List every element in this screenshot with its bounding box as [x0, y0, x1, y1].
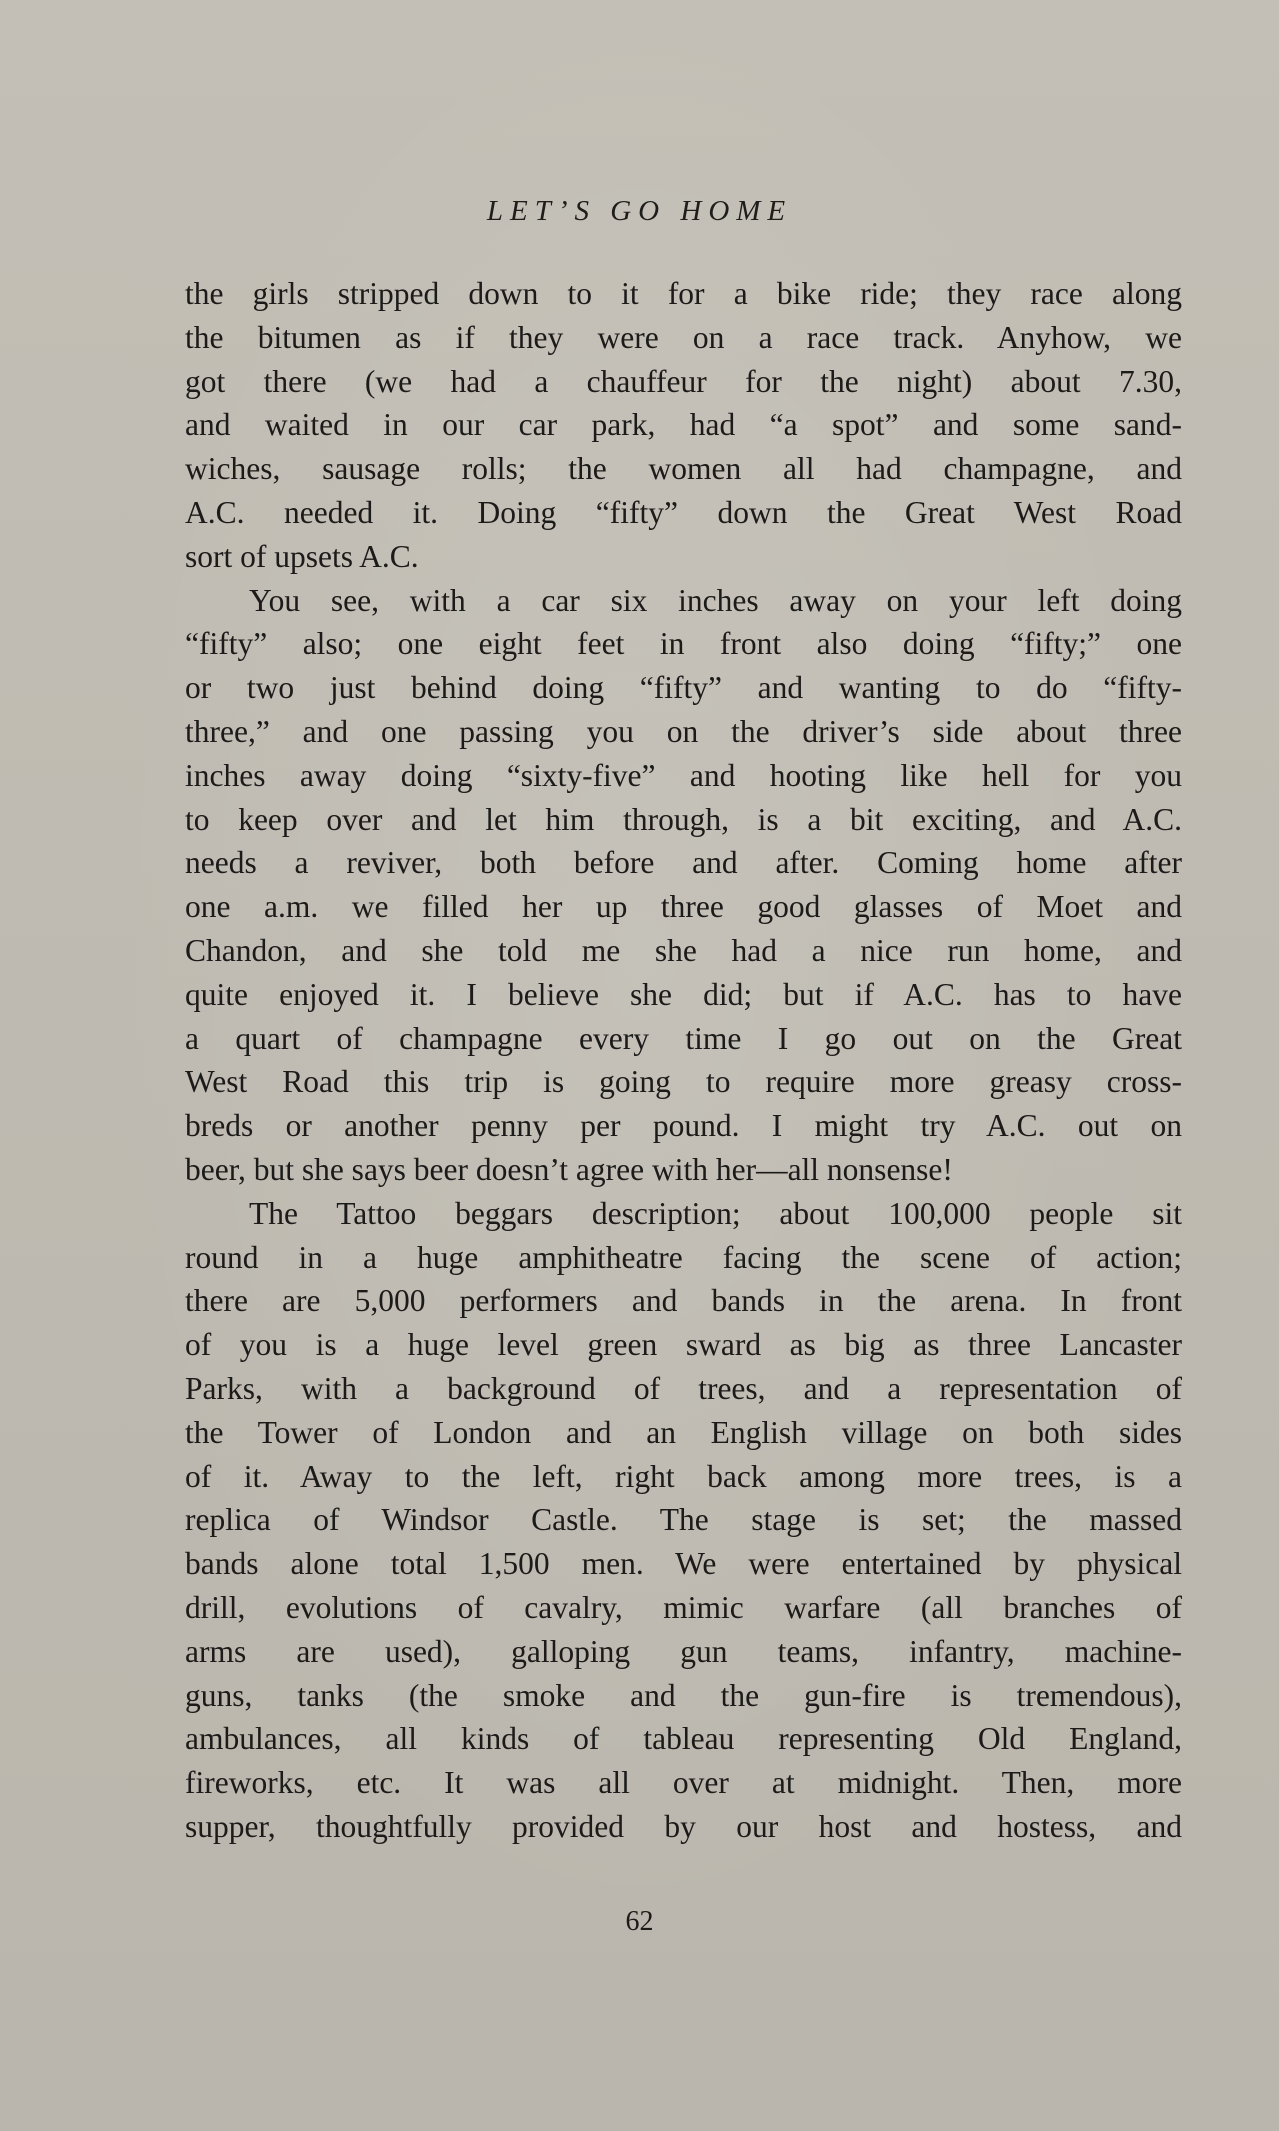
text-line: drill, evolutions of cavalry, mimic warfare (all branches of — [185, 1589, 1182, 1625]
text-line: bands alone total 1,500 men. We were entertained by physical — [185, 1546, 1182, 1582]
text-line: breds or another penny per pound. I might try A.C. out on — [185, 1108, 1182, 1144]
body-text — [185, 272, 1182, 1849]
text-line: there are 5,000 performers and bands in the arena. In front — [185, 1283, 1182, 1319]
text-line: round in a huge amphitheatre facing the scene of action; — [185, 1239, 1182, 1275]
text-line: the girls stripped down to it for a bike ride; they race along — [185, 276, 1182, 311]
text-line: to keep over and let him through, is a bit exciting, and A.C. — [185, 801, 1182, 837]
text-line: The Tattoo beggars description; about 100,000 people sit — [249, 1195, 1182, 1231]
text-line: inches away doing “sixty-five” and hooting like hell for you — [185, 757, 1182, 793]
text-line: supper, thoughtfully provided by our host and hostess, and — [185, 1808, 1182, 1844]
page-number: 62 — [625, 1906, 654, 1937]
text-line: and waited in our car park, had “a spot” and some sand- — [185, 407, 1182, 443]
text-line: guns, tanks (the smoke and the gun-fire is tremendous), — [185, 1677, 1182, 1713]
text-line: beer, but she says beer doesn’t agree with her—all nonsense! — [185, 1151, 953, 1187]
paragraph — [185, 272, 1182, 579]
text-line: Parks, with a background of trees, and a representation of — [185, 1370, 1182, 1406]
text-line: sort of upsets A.C. — [185, 538, 419, 574]
paragraph — [185, 1192, 1182, 1849]
text-line: needs a reviver, both before and after. Coming home after — [185, 845, 1182, 881]
text-line: a quart of champagne every time I go out on the Great — [185, 1020, 1182, 1056]
text-line: quite enjoyed it. I believe she did; but if A.C. has to have — [185, 976, 1182, 1012]
text-line: A.C. needed it. Doing “fifty” down the Great West Road — [185, 494, 1182, 530]
text-line: the bitumen as if they were on a race track. Anyhow, we — [185, 319, 1182, 355]
text-line: ambulances, all kinds of tableau representing Old England, — [185, 1721, 1182, 1757]
text-line: got there (we had a chauffeur for the night) about 7.30, — [185, 363, 1182, 399]
text-line: Chandon, and she told me she had a nice run home, and — [185, 932, 1182, 968]
text-line: of it. Away to the left, right back among more trees, is a — [185, 1458, 1182, 1494]
text-line: “fifty” also; one eight feet in front also doing “fifty;” one — [185, 626, 1182, 662]
text-line: West Road this trip is going to require more greasy cross- — [185, 1064, 1182, 1100]
text-line: of you is a huge level green sward as big as three Lancaster — [185, 1327, 1182, 1363]
text-line: the Tower of London and an English village on both sides — [185, 1414, 1182, 1450]
text-line: three,” and one passing you on the driver’s side about three — [185, 713, 1182, 749]
text-line: wiches, sausage rolls; the women all had champagne, and — [185, 451, 1182, 487]
paragraph — [185, 579, 1182, 1192]
text-line: or two just behind doing “fifty” and wanting to do “fifty- — [185, 670, 1182, 706]
text-line: arms are used), galloping gun teams, infantry, machine- — [185, 1633, 1182, 1669]
text-line: You see, with a car six inches away on your left doing — [249, 582, 1182, 618]
text-line: fireworks, etc. It was all over at midnight. Then, more — [185, 1765, 1182, 1801]
running-head: LET’S GO HOME — [486, 195, 793, 227]
text-line: replica of Windsor Castle. The stage is set; the massed — [185, 1502, 1182, 1538]
text-line: one a.m. we filled her up three good glasses of Moet and — [185, 889, 1182, 925]
